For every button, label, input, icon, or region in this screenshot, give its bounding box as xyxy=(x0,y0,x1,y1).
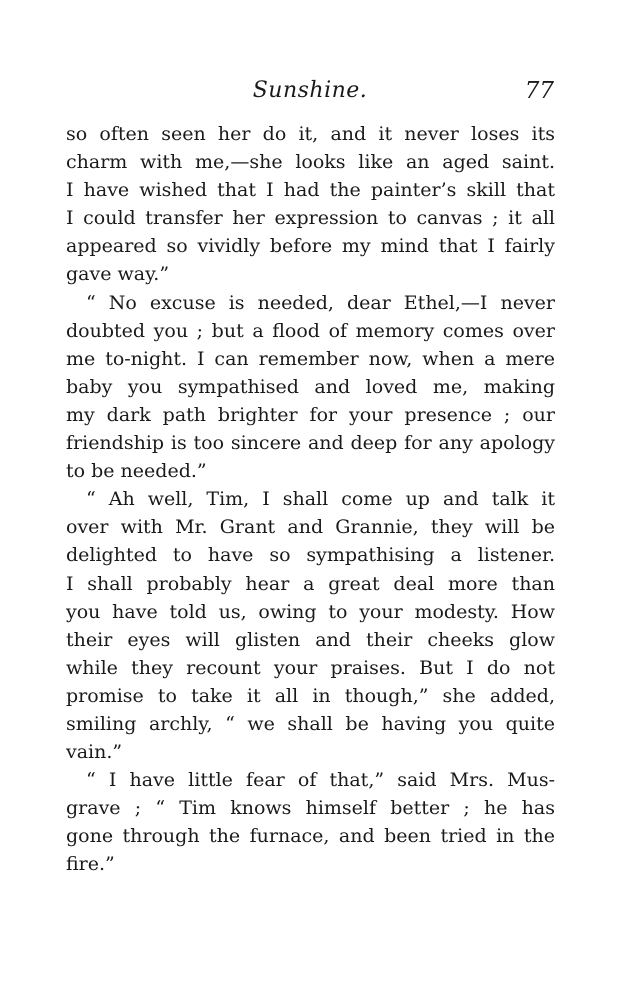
text-line: charm with me,—she looks like an aged saint. xyxy=(66,151,555,174)
text-line: I have wished that I had the painter’s skill that xyxy=(66,179,555,202)
text-line: grave ; “ Tim knows himself better ; he has xyxy=(66,797,555,820)
text-line: me to-night. I can remember now, when a mere xyxy=(66,347,555,370)
running-head xyxy=(66,76,554,110)
text-line: I could transfer her expression to canvas ; it all xyxy=(66,207,555,230)
text-line: friendship is too sincere and deep for any apology xyxy=(66,432,555,455)
text-line: appeared so vividly before my mind that I fairly xyxy=(66,235,555,258)
text-line: their eyes will glisten and their cheeks glow xyxy=(66,628,555,651)
text-line: fire.” xyxy=(66,853,115,876)
text-line: “ I have little fear of that,” said Mrs. Mus- xyxy=(86,769,555,792)
text-line: promise to take it all in though,” she added, xyxy=(66,684,555,707)
text-line: while they recount your praises. But I do not xyxy=(66,656,555,679)
text-line: to be needed.” xyxy=(66,460,207,483)
text-line: doubted you ; but a flood of memory comes over xyxy=(66,319,555,342)
text-line: “ Ah well, Tim, I shall come up and talk it xyxy=(86,488,555,511)
text-line: I shall probably hear a great deal more than xyxy=(66,572,555,595)
text-line: baby you sympathised and loved me, making xyxy=(66,375,555,398)
text-line: delighted to have so sympathising a listener. xyxy=(66,544,555,567)
text-line: you have told us, owing to your modesty. How xyxy=(66,600,555,623)
body-text xyxy=(66,120,555,879)
text-line: over with Mr. Grant and Grannie, they will be xyxy=(66,516,555,539)
running-title: Sunshine. xyxy=(252,78,368,103)
text-line: “ No excuse is needed, dear Ethel,—I never xyxy=(86,291,555,314)
text-line: smiling archly, “ we shall be having you quite xyxy=(66,712,555,735)
text-line: my dark path brighter for your presence ; our xyxy=(66,403,555,426)
text-line: gone through the furnace, and been tried in the xyxy=(66,825,555,848)
page-number: 77 xyxy=(524,78,554,104)
text-line: gave way.” xyxy=(66,263,170,286)
text-line: so often seen her do it, and it never loses its xyxy=(66,123,555,145)
text-line: vain.” xyxy=(66,741,123,764)
